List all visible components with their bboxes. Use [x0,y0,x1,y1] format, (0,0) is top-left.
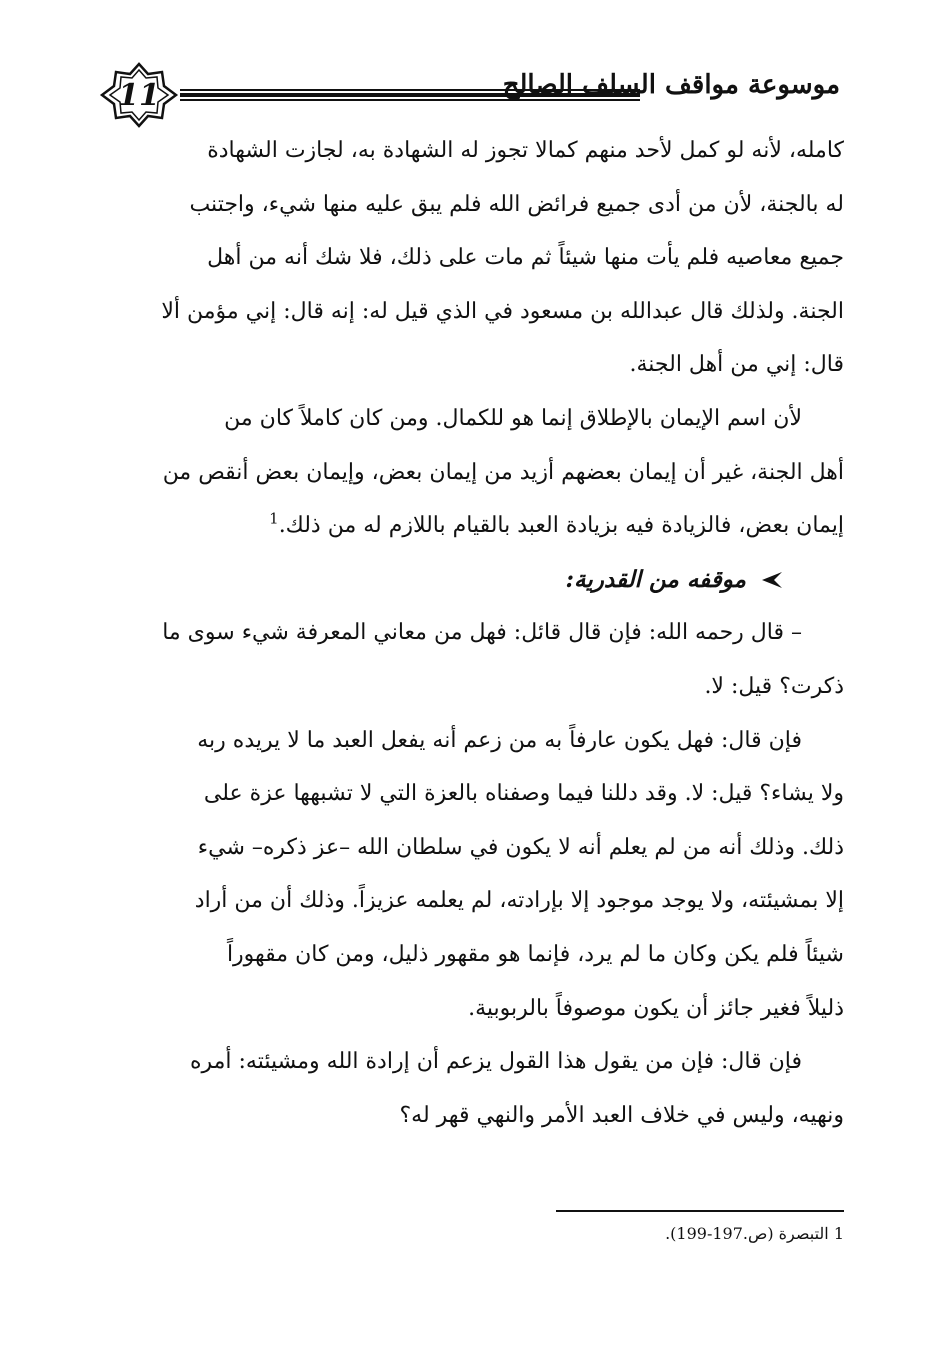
text-line: قال: إني من أهل الجنة. [629,352,844,378]
text-line: ونهيه، وليس في خلاف العبد الأمر والنهي قهر له؟ [399,1102,844,1128]
text-line: فإن قال: فهل يكون عارفاً به من زعم أنه يفعل العبد ما لا يريده ربه [197,727,802,753]
text-line: – قال رحمه الله: فإن قال قائل: فهل من معاني المعرفة شيء سوى ما [162,620,802,646]
text-line: له بالجنة، لأن من أدى جميع فرائض الله فلم يبق عليه منها شيء، واجتنب [189,191,844,217]
main-text [120,124,844,1142]
footnote-text: التبصرة (ص.197-199). [665,1224,829,1243]
page-header [100,62,840,128]
page-number-badge [100,62,178,128]
footnote-divider [556,1210,844,1212]
text-line: جميع معاصيه فلم يأت منها شيئاً ثم مات على ذلك، فلا شك أنه من أهل [207,245,844,271]
section-heading-text: موقفه من القدرية: [565,565,746,593]
footnote-number: 1 [833,1224,844,1243]
section-heading [120,553,844,607]
text-line: الجنة. ولذلك قال عبدالله بن مسعود في الذي قيل له: إنه قال: إني مؤمن ألا [161,298,844,324]
text-line-content: إيمان بعض، فالزيادة فيه بزيادة العبد بالقيام باللازم له من ذلك. [278,513,844,539]
page-number: 11 [118,77,160,113]
text-line: لأن اسم الإيمان بالإطلاق إنما هو للكمال. ومن كان كاملاً كان من [224,405,802,431]
footnote [500,1220,844,1248]
text-line [120,499,844,553]
text-line: ذكرت؟ قيل: لا. [704,673,844,699]
text-line: ولا يشاء؟ قيل: لا. وقد دللنا فيما وصفناه بالعزة التي لا تشبهها عزة على [203,781,844,807]
text-line: كامله، لأنه لو كمل لأحد منهم كمالا تجوز له الشهادة به، لجازت الشهادة [207,138,844,163]
book-title: موسوعة مواقف السلف الصالح [502,70,840,100]
text-line: أهل الجنة، غير أن إيمان بعضهم أزيد من إيمان بعض، وإيمان بعض أنقص من [162,459,844,485]
text-line: ذلك. وذلك أنه من لم يعلم أنه لا يكون في سلطان الله –عز ذكره– شيء [197,834,844,860]
text-line: ذليلاً فغير جائز أن يكون موصوفاً بالربوبية. [468,995,844,1021]
text-line: فإن قال: فإن من يقول هذا القول يزعم أن إرادة الله ومشيئته: أمره [189,1049,802,1075]
arrow-pointer-icon [760,570,784,590]
text-line: شيئاً فلم يكن وكان ما لم يرد، فإنما هو مقهور ذليل، ومن كان مقهوراً [226,941,844,967]
footnote-marker: 1 [269,509,279,528]
text-line: إلا بمشيئته، ولا يوجد موجود إلا بإرادته، لم يعلمه عزيزاً. وذلك أن من أراد [194,888,844,914]
